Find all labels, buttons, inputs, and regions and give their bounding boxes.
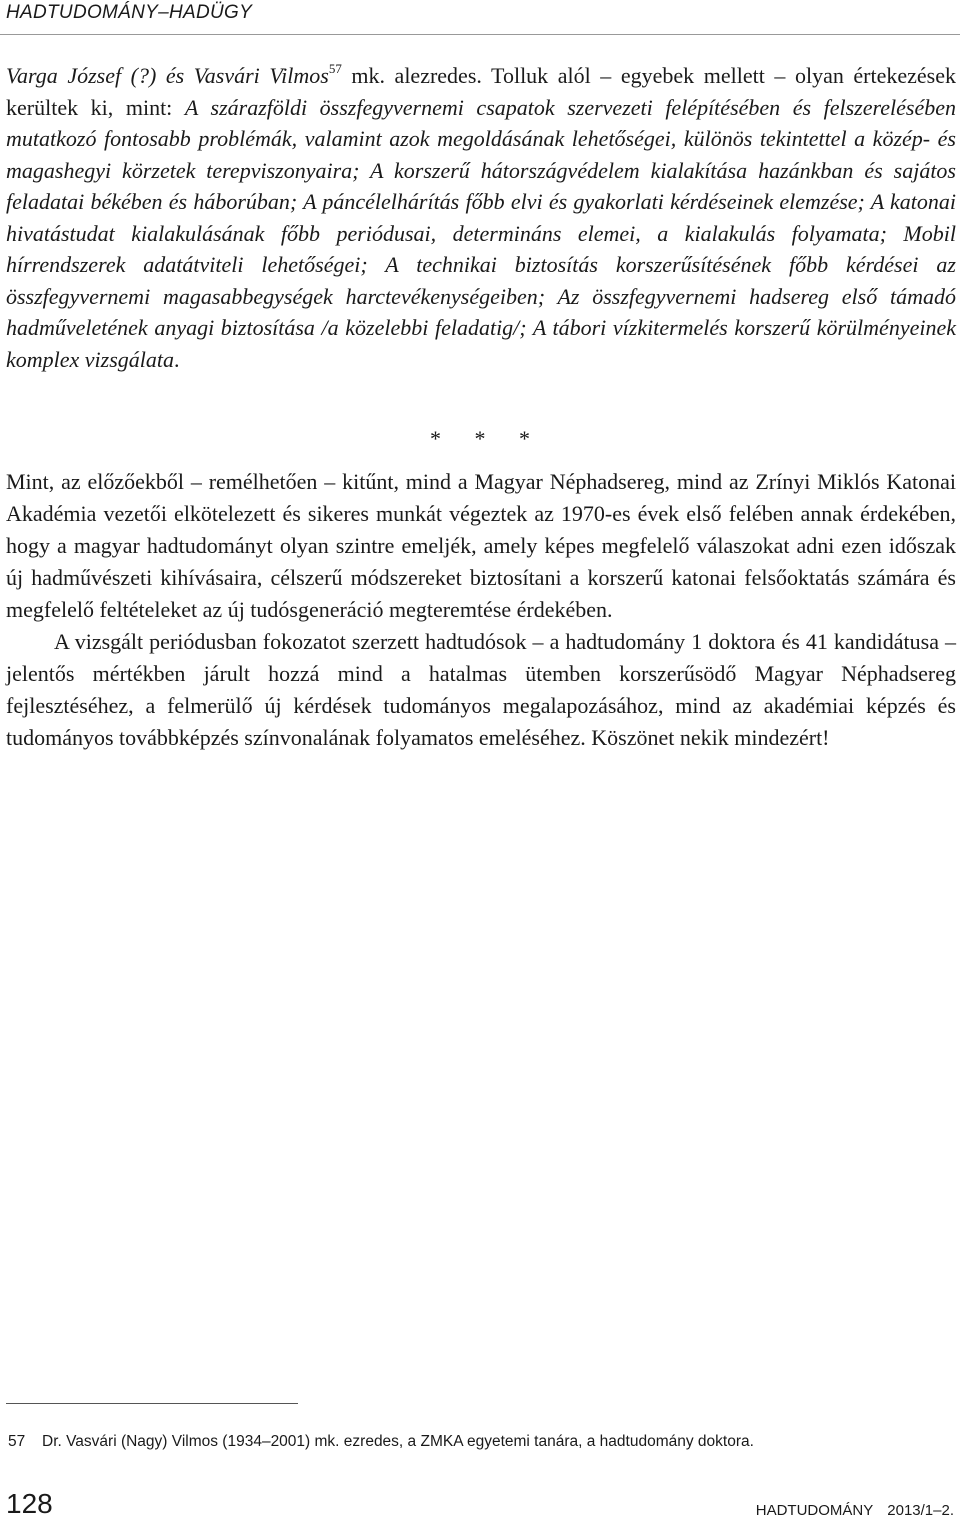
footnote-text: Dr. Vasvári (Nagy) Vilmos (1934–2001) mk. ezredes, a ZMKA egyetemi tanára, a hadtudomány doktora.	[42, 1433, 754, 1450]
footnote-number: 57	[8, 1433, 26, 1450]
intro-paragraph	[6, 60, 956, 375]
running-head: HADTUDOMÁNY–HADÜGY	[6, 2, 253, 23]
footnote-rule	[6, 1403, 298, 1404]
journal-name: HADTUDOMÁNY	[755, 1502, 874, 1519]
page-number: 128	[6, 1488, 53, 1519]
paragraph-2: A vizsgált periódusban fokozatot szerzett hadtudósok – a hadtudomány 1 doktora és 41 kandidátusa – jelentős mértékben járult hozzá mind a hatalmas ütemben korszerűsödő Magyar Néphadsereg fejlesztéséhez, a felmerülő új kérdések tudományos megalapozásához, mind az akadémiai képzés és tudományos továbbképzés színvonalának folyamatos emeléséhez. Köszönet nekik mindezért!	[6, 629, 956, 750]
paragraph-1: Mint, az előzőekből – remélhetően – kitűnt, mind a Magyar Néphadsereg, mind az Zrínyi Miklós Katonai Akadémia vezetői elkötelezett és sikeres munkát végeztek az 1970-es évek első felében annak érdekében, hogy a magyar hadtudományt olyan szintre emeljék, amely képes megfelelő válaszokat adni ezen időszak új hadművészeti kihívásaira, célszerű módszereket biztosítani a korszerű katonai felsőoktatás számára és megfelelő feltételeket az új tudósgeneráció megteremtése érdekében.	[6, 469, 956, 622]
section-separator: * * *	[430, 426, 544, 451]
body-text	[6, 466, 956, 754]
intro-end: .	[174, 346, 180, 372]
header-rule	[0, 34, 960, 35]
footnote	[8, 1433, 958, 1451]
intro-rank-lead: mk. alezredes. Tolluk alól – egyebek mellett – olyan értekezések kerültek ki, mint:	[6, 63, 956, 120]
intro-titles: A szárazföldi összfegyvernemi csapatok szervezeti felépítésében és felszerelésében mutatkozó fontosabb problémák, valamint azok megoldásának lehetőségei, különös tekintettel a közép- és magashegyi körzetek terepviszonyaira; A korszerű hátországvédelem kialakítása hazánkban és sajátos feladatai békében és háborúban; A páncélelhárítás főbb elvi és gyakorlati kérdéseinek elemzése; A katonai hivatástudat kialakulásának főbb periódusai, determináns elemei, a kialakulás folyamata; Mobil hírrendszerek adatátviteli lehetőségei; A technikai biztosítás korszerűsítésének főbb kérdései az összfegyvernemi magasabbegységek harctevékenységeiben; Az összfegyvernemi hadsereg első támadó hadműveletének anyagi biztosítása /a közelebbi feladatig/; A tábori vízkitermelés korszerű körülményeinek komplex vizsgálata	[6, 94, 956, 372]
footnote-reference[interactable]: 57	[328, 60, 342, 76]
journal-issue: 2013/1–2.	[887, 1502, 954, 1519]
intro-authors: Varga József (?) és Vasvári Vilmos	[6, 63, 329, 88]
journal-footer	[756, 1502, 954, 1519]
